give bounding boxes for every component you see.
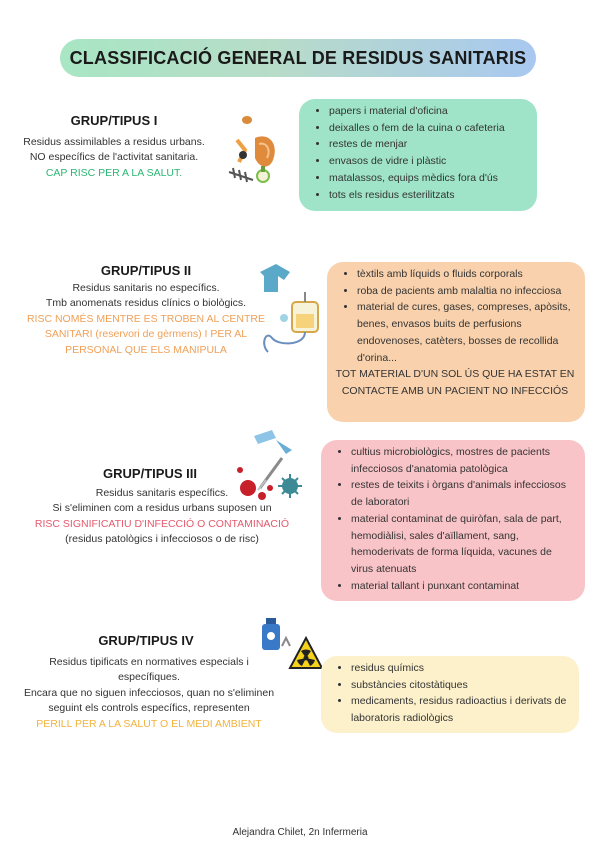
medical-supplies-icon [258,262,324,360]
list-item: • tots els residus esterilitzats [329,187,527,204]
group-2-line: Tmb anomenats residus clínics o biològics. [45,297,247,309]
list-item: • residus químics [351,660,569,677]
group-2-note: TOT MATERIAL D'UN SOL ÚS QUE HA ESTAT EN CONTACTE AMB UN PACIENT NO INFECCIÓS [335,368,575,397]
footer-author: Alejandra Chilet, 2n Infermeria [232,827,368,838]
group-2-highlight: SANITARI (reservori de gèrmens) I PER AL [44,328,248,340]
group-4-description [4,633,294,732]
group-2-highlight: RISC NOMÉS MENTRE ES TROBEN AL CENTRE [26,312,266,325]
group-4-line: específiques. [118,671,180,683]
radioactive-chemical-icon [256,616,322,672]
group-1-items-box [299,99,537,211]
group-1-line: NO específics de l'activitat sanitaria. [29,151,199,163]
group-4-line: seguint els controls específics, representen [48,702,250,714]
group-4-heading: GRUP/TIPUS IV [98,633,194,648]
group-2-description [12,263,280,358]
list-item: • matalassos, equips mèdics fora d'ús [329,170,527,187]
list-item: • material tallant i punxant contaminat [351,578,575,595]
group-4-items-box [321,656,579,733]
group-1-highlight: CAP RISC PER A LA SALUT. [45,166,183,179]
list-item: • papers i material d'oficina [329,103,527,120]
group-2-highlight: PERSONAL QUE ELS MANIPULA [65,343,227,356]
list-item: • medicaments, residus radioactius i derivats de laboratoris radiològics [351,693,569,726]
group-3-highlight: RISC SIGNIFICATIU D'INFECCIÓ O CONTAMINACIÓ [34,517,290,530]
group-4-line: Encara que no siguen infecciosos, quan no s'eliminen [23,686,275,699]
list-item: • cultius microbiològics, mostres de pacients infecciosos d'anatomia patològica [351,444,575,477]
group-1-line: Residus assimilables a residus urbans. [23,135,205,148]
page-title: CLASSIFICACIÓ GENERAL DE RESIDUS SANITARIS [60,39,536,77]
list-item: • tèxtils amb líquids o fluids corporals [357,266,575,283]
list-item: • roba de pacients amb malaltia no infecciosa [357,283,575,300]
group-3-heading: GRUP/TIPUS III [103,466,197,481]
group-1-description [8,113,220,181]
group-1-heading: GRUP/TIPUS I [70,113,158,128]
list-item: • material contaminat de quiròfan, sala de part, hemodiàlisi, sales d'aïllament, sang, hemoderivats de forma líquida, vacunes de virus atenuats [351,511,575,578]
group-3-line: (residus patològics i infecciosos o de risc) [65,533,259,545]
group-4-highlight: PERILL PER A LA SALUT O EL MEDI AMBIENT [36,717,262,730]
group-4-line: Residus tipificats en normatives especials i [49,655,249,668]
group-3-line: Si s'eliminen com a residus urbans suposen un [52,502,272,514]
group-3-items-box [321,440,585,601]
list-item: • deixalles o fem de la cuina o cafeteria [329,120,527,137]
biohazard-blood-icon [232,428,306,510]
list-item: • substàncies citostàtiques [351,677,569,694]
food-waste-icon [225,110,285,198]
group-2-heading: GRUP/TIPUS II [100,263,192,278]
group-2-line: Residus sanitaris no específics. [72,281,220,294]
group-3-line: Residus sanitaris específics. [95,486,229,499]
list-item: • restes de menjar [329,136,527,153]
group-2-items-box [327,262,585,422]
list-item: • envasos de vidre i plàstic [329,153,527,170]
list-item: • restes de teixits i òrgans d'animals infecciosos de laboratori [351,477,575,510]
list-item: • material de cures, gases, compreses, apòsits, benes, envasos buits de perfusions endovenoses, catèters, bosses de recollida d'orina... [357,299,575,366]
